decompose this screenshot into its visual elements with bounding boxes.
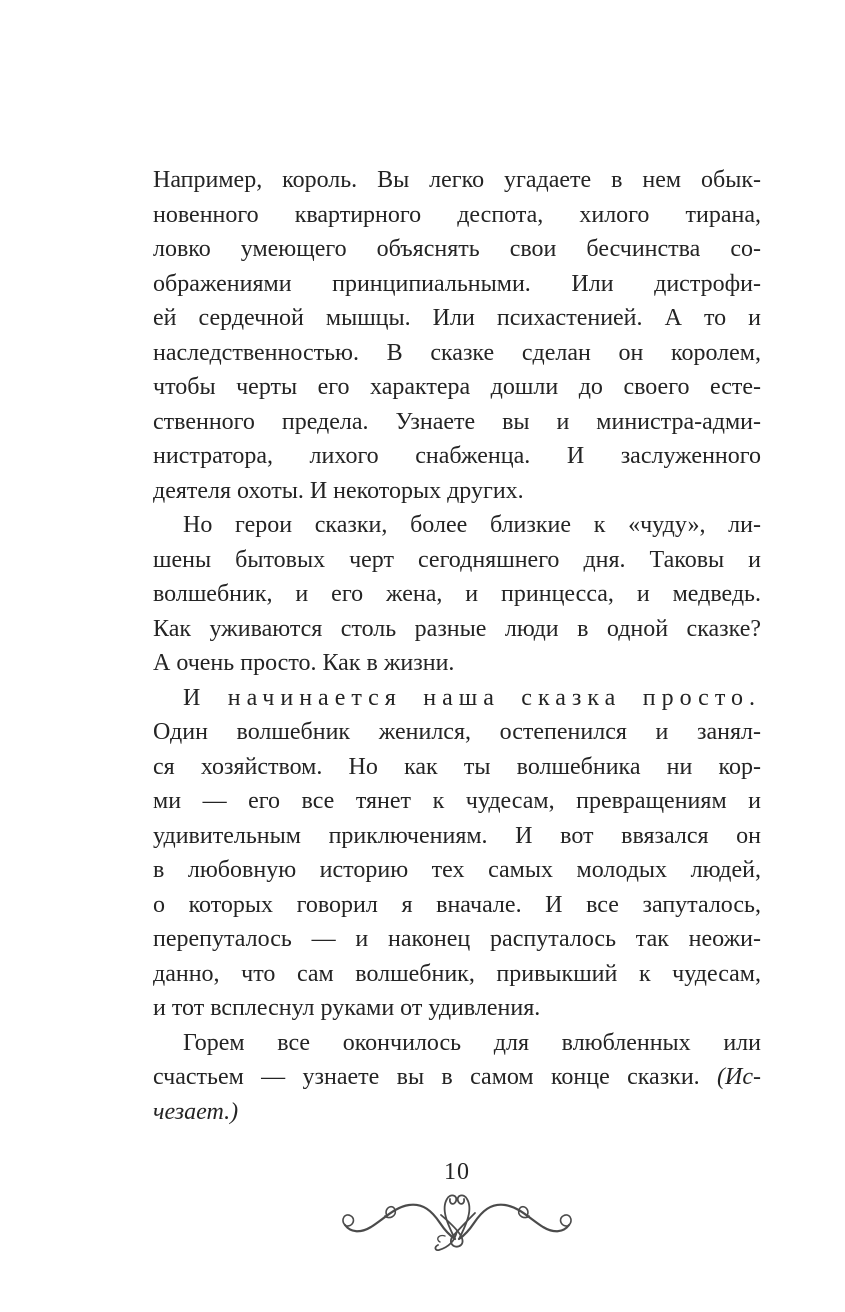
text-line: Например, король. Вы легко угадаете в нем обык- [153,167,761,193]
text-line: перепуталось — и наконец распуталось так неожи- [153,926,761,952]
stage-direction-text: (Ис- [717,1064,762,1090]
text-line: волшебник, и его жена, и принцесса, и медведь. [153,581,761,607]
text-line: ми — его все тянет к чудесам, превращениям и [153,788,761,814]
text-line: новенного квартирного деспота, хилого тирана, [153,201,761,228]
text-line: Горем все окончилось для влюбленных или [183,1029,761,1056]
text-line: деятеля охоты. И некоторых других. [153,477,524,504]
text-line: наследственностью. В сказке сделан он королем, [153,339,761,366]
text-line: ображениями принципиальными. Или дистрофи- [153,270,761,297]
text-block [153,163,761,1129]
page-number: 10 [444,1159,470,1185]
paragraph-2 [153,508,761,681]
text-line: и тот всплеснул руками от удивления. [153,995,541,1021]
text-line: Но герои сказки, более близкие к «чуду», ли- [183,512,761,538]
text-line: ловко умеющего объяснять свои бесчинства со- [153,236,761,262]
paragraph-4 [153,1026,761,1130]
flourish-ornament [153,1189,761,1256]
text-line: данно, что сам волшебник, привыкший к чудесам, [153,960,761,987]
text-line: А очень просто. Как в жизни. [153,650,455,676]
text-line: шены бытовых черт сегодняшнего дня. Таковы и [153,546,761,573]
text-run: счастьем — узнаете вы в самом конце сказки. [153,1064,700,1090]
stage-direction-text: чезает.) [153,1098,239,1125]
text-line: ся хозяйством. Но как ты волшебника ни кор- [153,753,761,780]
text-line: удивительным приключениям. И вот ввязался он [153,822,761,849]
text-line: И начинается наша сказка просто. [183,684,761,711]
paragraph-1 [153,163,761,508]
text-line: чтобы черты его характера дошли до своего есте- [153,374,761,400]
paragraph-3 [153,681,761,1026]
text-line: нистратора, лихого снабженца. И заслуженного [153,443,761,469]
text-line [153,1060,761,1095]
text-line: Как уживаются столь разные люди в одной сказке? [153,615,761,642]
text-line: в любовную историю тех самых молодых людей, [153,857,761,883]
text-line: ственного предела. Узнаете вы и министра-адми- [153,408,761,435]
text-line: ей сердечной мышцы. Или психастенией. А то и [153,305,761,331]
page-footer [153,1155,761,1256]
text-line: о которых говорил я вначале. И все запуталось, [153,891,761,918]
text-line: Один волшебник женился, остепенился и занял- [153,719,761,745]
